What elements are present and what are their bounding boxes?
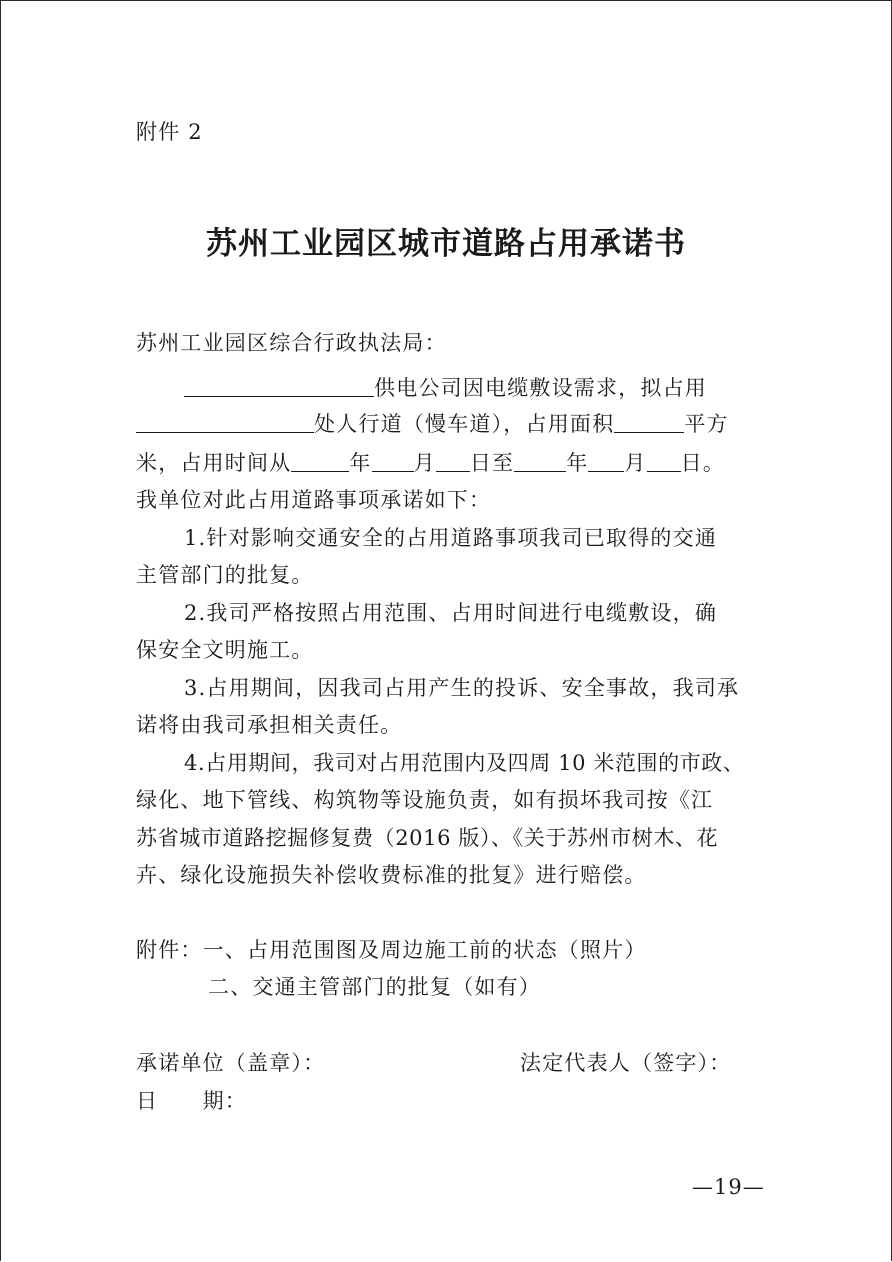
body-line-1 <box>184 373 707 403</box>
commitment-item-4b: 绿化、地下管线、构筑物等设施负责，如有损坏我司按《江 <box>136 788 714 812</box>
area-blank <box>614 410 684 433</box>
body-line-2 <box>136 409 729 439</box>
month-label: 月 <box>413 451 436 475</box>
end-year-blank <box>514 449 566 472</box>
legal-representative-label: 法定代表人（签字）： <box>520 1051 732 1075</box>
body-line-4: 我单位对此占用道路事项承诺如下： <box>136 488 492 512</box>
company-name-blank <box>184 374 374 397</box>
page-number: —19— <box>692 1175 765 1199</box>
attachment-label: 附件 2 <box>136 120 203 144</box>
attachments-label: 附件： <box>136 938 203 962</box>
body-text-1b: 处人行道（慢车道），占用面积 <box>314 412 615 436</box>
body-text-1a: 供电公司因电缆敷设需求，拟占用 <box>374 376 707 400</box>
commitment-item-1a: 1.针对影响交通安全的占用道路事项我司已取得的交通 <box>184 526 718 550</box>
area-unit: 平方 <box>684 412 729 436</box>
commitment-item-4c: 苏省城市道路挖掘修复费（2016 版）、《关于苏州市树木、花 <box>136 826 719 850</box>
commitment-item-3b: 诺将由我司承担相关责任。 <box>136 713 403 737</box>
attachment-item-1: 一、占用范围图及周边施工前的状态（照片） <box>202 938 647 962</box>
month-label-2: 月 <box>624 451 647 475</box>
addressee: 苏州工业园区综合行政执法局： <box>136 331 447 355</box>
commitment-item-1b: 主管部门的批复。 <box>136 563 314 587</box>
end-month-blank <box>588 449 624 472</box>
commitment-item-4a: 4.占用期间，我司对占用范围内及四周 10 米范围的市政、 <box>184 751 745 775</box>
day-end-label: 日。 <box>680 451 726 475</box>
commitment-item-2b: 保安全文明施工。 <box>136 638 314 662</box>
location-blank <box>136 410 314 433</box>
year-label-2: 年 <box>566 451 589 475</box>
start-day-blank <box>436 449 470 472</box>
attachments-line-1 <box>136 935 647 965</box>
start-month-blank <box>372 449 414 472</box>
year-label: 年 <box>349 451 372 475</box>
body-line-3 <box>136 448 725 478</box>
date-label: 日 期： <box>136 1089 247 1113</box>
commitment-item-4d: 卉、绿化设施损失补偿收费标准的批复》进行赔偿。 <box>136 863 647 887</box>
day-to-label: 日至 <box>469 451 515 475</box>
attachment-item-2: 二、交通主管部门的批复（如有） <box>208 975 541 999</box>
end-day-blank <box>647 449 681 472</box>
time-from-label: 米，占用时间从 <box>136 451 292 475</box>
document-title: 苏州工业园区城市道路占用承诺书 <box>206 226 686 262</box>
start-year-blank <box>291 449 349 472</box>
commitment-item-2a: 2.我司严格按照占用范围、占用时间进行电缆敷设，确 <box>184 601 718 625</box>
commitment-unit-label: 承诺单位（盖章）： <box>136 1051 326 1075</box>
commitment-item-3a: 3.占用期间，因我司占用产生的投诉、安全事故，我司承 <box>184 676 740 700</box>
